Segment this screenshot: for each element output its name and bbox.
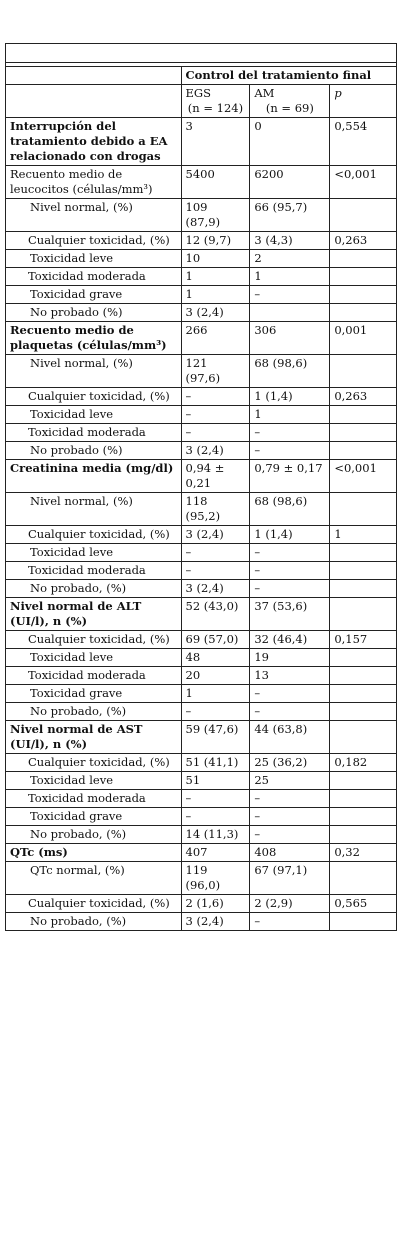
egs-value: 20 [181, 667, 250, 685]
p-value [330, 703, 397, 721]
row-label: Interrupción del tratamiento debido a EA relacionado con drogas [6, 118, 182, 166]
p-value [330, 286, 397, 304]
am-value: 2 [250, 250, 330, 268]
egs-value: – [181, 406, 250, 424]
am-value: – [250, 913, 330, 931]
p-value [330, 355, 397, 388]
am-value: – [250, 580, 330, 598]
table-row [6, 424, 397, 442]
blank-cell [6, 44, 397, 63]
p-value [330, 808, 397, 826]
p-value [330, 913, 397, 931]
p-value [330, 667, 397, 685]
egs-value: 69 (57,0) [181, 631, 250, 649]
p-value [330, 250, 397, 268]
p-value: 0,32 [330, 844, 397, 862]
table-row [6, 913, 397, 931]
am-value: – [250, 826, 330, 844]
p-value [330, 721, 397, 754]
am-value: 6200 [250, 166, 330, 199]
egs-value: 121 (97,6) [181, 355, 250, 388]
row-label: Toxicidad leve [6, 406, 182, 424]
egs-value: – [181, 544, 250, 562]
table-row [6, 667, 397, 685]
table-row [6, 649, 397, 667]
row-label: Nivel normal, (%) [6, 355, 182, 388]
row-label: Nivel normal, (%) [6, 493, 182, 526]
row-label: Toxicidad moderada [6, 790, 182, 808]
header-empty-cell [6, 67, 182, 85]
p-value: <0,001 [330, 166, 397, 199]
row-label: Toxicidad moderada [6, 667, 182, 685]
egs-value: 51 (41,1) [181, 754, 250, 772]
row-label: Toxicidad moderada [6, 268, 182, 286]
p-value: 0,157 [330, 631, 397, 649]
col-am-header [250, 85, 330, 118]
table-row [6, 232, 397, 250]
egs-value: – [181, 424, 250, 442]
row-label: Toxicidad leve [6, 250, 182, 268]
egs-value: 59 (47,6) [181, 721, 250, 754]
row-label: Toxicidad grave [6, 685, 182, 703]
am-value: – [250, 685, 330, 703]
egs-value: – [181, 808, 250, 826]
egs-value: 3 [181, 118, 250, 166]
am-value: – [250, 790, 330, 808]
table-row [6, 250, 397, 268]
table-row [6, 526, 397, 544]
table-row [6, 286, 397, 304]
table-row [6, 808, 397, 826]
row-label: Cualquier toxicidad, (%) [6, 388, 182, 406]
p-value [330, 268, 397, 286]
am-value: 37 (53,6) [250, 598, 330, 631]
row-label: Cualquier toxicidad, (%) [6, 526, 182, 544]
egs-value: 109 (87,9) [181, 199, 250, 232]
table-row [6, 598, 397, 631]
row-label: Creatinina media (mg/dl) [6, 460, 182, 493]
am-value: – [250, 544, 330, 562]
egs-value: 3 (2,4) [181, 304, 250, 322]
table-row [6, 166, 397, 199]
row-label: QTc normal, (%) [6, 862, 182, 895]
am-value [250, 304, 330, 322]
egs-value: 48 [181, 649, 250, 667]
p-value: <0,001 [330, 460, 397, 493]
p-value: 0,263 [330, 388, 397, 406]
table-row [6, 322, 397, 355]
col-p-header [330, 85, 397, 118]
egs-value: – [181, 562, 250, 580]
row-label: Toxicidad leve [6, 649, 182, 667]
row-label: No probado, (%) [6, 913, 182, 931]
table-row [6, 460, 397, 493]
p-value [330, 598, 397, 631]
am-value: 408 [250, 844, 330, 862]
row-label: No probado, (%) [6, 580, 182, 598]
am-value: 32 (46,4) [250, 631, 330, 649]
p-value [330, 649, 397, 667]
am-value: 25 [250, 772, 330, 790]
p-value [330, 493, 397, 526]
table-row [6, 355, 397, 388]
am-value: 0 [250, 118, 330, 166]
row-label: Cualquier toxicidad, (%) [6, 895, 182, 913]
egs-value: 0,94 ± 0,21 [181, 460, 250, 493]
table-row [6, 754, 397, 772]
table-row [6, 844, 397, 862]
row-label: Toxicidad leve [6, 772, 182, 790]
row-label: No probado (%) [6, 442, 182, 460]
egs-value: 1 [181, 268, 250, 286]
row-label: No probado, (%) [6, 826, 182, 844]
row-label: Nivel normal de ALT (UI/l), n (%) [6, 598, 182, 631]
am-value: – [250, 286, 330, 304]
row-label: Recuento medio de plaquetas (células/mm³) [6, 322, 182, 355]
egs-value: 12 (9,7) [181, 232, 250, 250]
am-value: – [250, 442, 330, 460]
table-row [6, 268, 397, 286]
egs-value: – [181, 388, 250, 406]
egs-value: – [181, 703, 250, 721]
table-row [6, 118, 397, 166]
table-row [6, 826, 397, 844]
row-label: Toxicidad moderada [6, 424, 182, 442]
am-value: 1 [250, 268, 330, 286]
row-label: No probado (%) [6, 304, 182, 322]
p-value [330, 442, 397, 460]
column-header-row [6, 85, 397, 118]
row-label: QTc (ms) [6, 844, 182, 862]
am-value: 1 (1,4) [250, 526, 330, 544]
egs-value: 3 (2,4) [181, 442, 250, 460]
p-value: 0,565 [330, 895, 397, 913]
egs-value: 1 [181, 685, 250, 703]
am-value: 66 (95,7) [250, 199, 330, 232]
group-title: Control del tratamiento final [181, 67, 397, 85]
egs-value: 52 (43,0) [181, 598, 250, 631]
table-row [6, 772, 397, 790]
p-value: 0,001 [330, 322, 397, 355]
col-am-label: AM [254, 86, 275, 100]
table-row [6, 406, 397, 424]
p-value: 0,182 [330, 754, 397, 772]
row-label: Cualquier toxicidad, (%) [6, 232, 182, 250]
header-label-cell [6, 85, 182, 118]
p-value: 0,263 [330, 232, 397, 250]
row-label: Nivel normal, (%) [6, 199, 182, 232]
p-value [330, 544, 397, 562]
am-value: 0,79 ± 0,17 [250, 460, 330, 493]
table-row [6, 895, 397, 913]
row-label: Toxicidad grave [6, 286, 182, 304]
am-value: 13 [250, 667, 330, 685]
am-value: 3 (4,3) [250, 232, 330, 250]
egs-value: 51 [181, 772, 250, 790]
p-value: 0,554 [330, 118, 397, 166]
egs-value: 266 [181, 322, 250, 355]
am-value: – [250, 424, 330, 442]
p-value [330, 424, 397, 442]
am-value: 306 [250, 322, 330, 355]
table-row [6, 493, 397, 526]
row-label: Cualquier toxicidad, (%) [6, 631, 182, 649]
row-label: Nivel normal de AST (UI/l), n (%) [6, 721, 182, 754]
col-egs-n: (n = 124) [187, 101, 244, 115]
am-value: 68 (98,6) [250, 493, 330, 526]
row-label: Toxicidad moderada [6, 562, 182, 580]
am-value: – [250, 808, 330, 826]
p-value [330, 580, 397, 598]
table-row [6, 442, 397, 460]
egs-value: 3 (2,4) [181, 913, 250, 931]
p-value [330, 562, 397, 580]
egs-value: 14 (11,3) [181, 826, 250, 844]
am-value: – [250, 703, 330, 721]
p-value [330, 790, 397, 808]
egs-value: 118 (95,2) [181, 493, 250, 526]
egs-value: – [181, 790, 250, 808]
table-row [6, 388, 397, 406]
table-top-blank-row [6, 44, 397, 63]
table-row [6, 721, 397, 754]
egs-value: 1 [181, 286, 250, 304]
col-p-label: p [334, 86, 342, 100]
row-label: No probado, (%) [6, 703, 182, 721]
egs-value: 3 (2,4) [181, 580, 250, 598]
am-value: 44 (63,8) [250, 721, 330, 754]
col-egs-label: EGS [185, 86, 211, 100]
table-row [6, 304, 397, 322]
am-value: 67 (97,1) [250, 862, 330, 895]
egs-value: 119 (96,0) [181, 862, 250, 895]
p-value [330, 406, 397, 424]
egs-value: 2 (1,6) [181, 895, 250, 913]
row-label: Recuento medio de leucocitos (células/mm³) [6, 166, 182, 199]
p-value [330, 199, 397, 232]
am-value: 1 (1,4) [250, 388, 330, 406]
egs-value: 5400 [181, 166, 250, 199]
table-row [6, 685, 397, 703]
table-row [6, 790, 397, 808]
results-table [5, 43, 397, 931]
row-label: Cualquier toxicidad, (%) [6, 754, 182, 772]
table-row [6, 580, 397, 598]
col-am-n: (n = 69) [265, 101, 314, 115]
row-label: Toxicidad leve [6, 544, 182, 562]
egs-value: 407 [181, 844, 250, 862]
table-row [6, 544, 397, 562]
am-value: 19 [250, 649, 330, 667]
am-value: – [250, 562, 330, 580]
egs-value: 10 [181, 250, 250, 268]
p-value [330, 826, 397, 844]
table-row [6, 703, 397, 721]
am-value: 25 (36,2) [250, 754, 330, 772]
table-row [6, 631, 397, 649]
row-label: Toxicidad grave [6, 808, 182, 826]
egs-value: 3 (2,4) [181, 526, 250, 544]
p-value [330, 685, 397, 703]
p-value: 1 [330, 526, 397, 544]
p-value [330, 862, 397, 895]
table-row [6, 199, 397, 232]
col-egs-header [181, 85, 250, 118]
am-value: 2 (2,9) [250, 895, 330, 913]
table-row [6, 862, 397, 895]
p-value [330, 772, 397, 790]
group-header-row [6, 67, 397, 85]
am-value: 68 (98,6) [250, 355, 330, 388]
table-row [6, 562, 397, 580]
p-value [330, 304, 397, 322]
am-value: 1 [250, 406, 330, 424]
